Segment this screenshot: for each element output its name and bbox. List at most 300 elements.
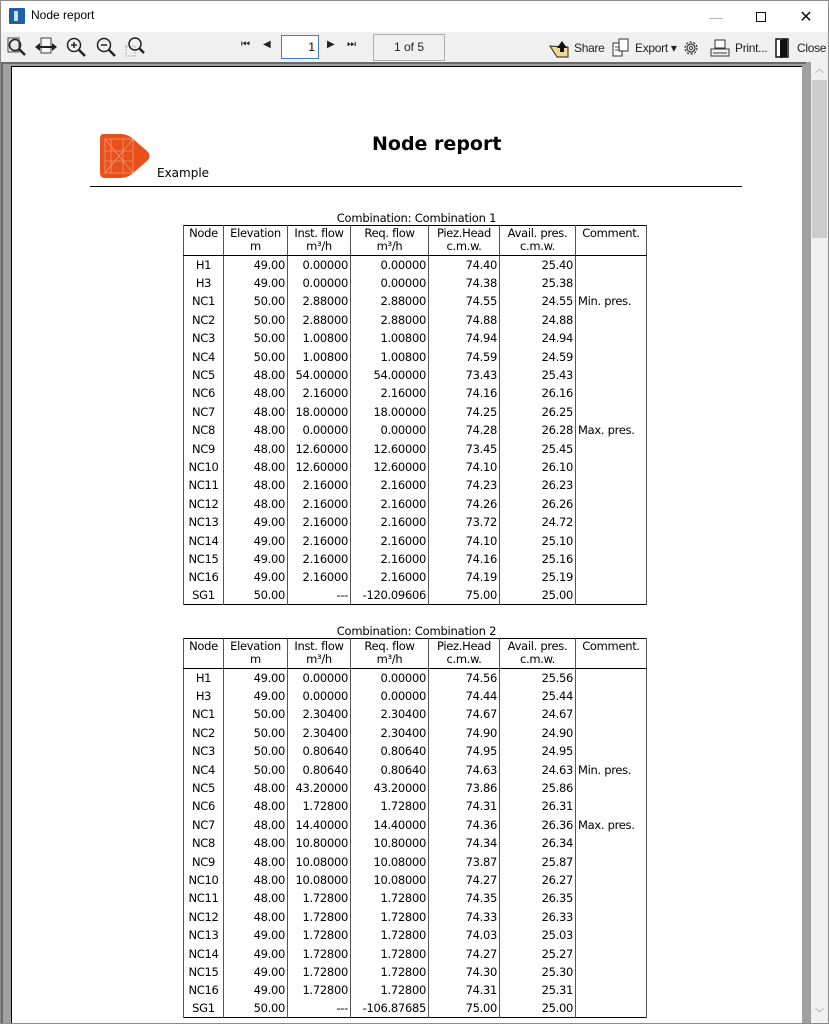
cell-piez-head: 74.35 [429, 889, 500, 907]
cell-inst-flow: 54.00000 [288, 366, 351, 384]
column-header-piez-head [429, 639, 500, 669]
cell-elevation: 49.00 [224, 944, 288, 962]
cell-inst-flow: 2.16000 [288, 495, 351, 513]
table-row [184, 834, 647, 852]
table-row [184, 724, 647, 742]
cell-req-flow: 1.00800 [351, 329, 429, 347]
combination-caption: Combination: Combination 2 [336, 624, 497, 638]
cell-inst-flow: 1.72800 [288, 981, 351, 999]
cell-piez-head: 74.16 [429, 550, 500, 568]
cell-comment [576, 981, 647, 999]
cell-avail-pres: 25.16 [500, 550, 576, 568]
cell-avail-pres: 26.35 [500, 889, 576, 907]
cell-node: NC4 [184, 347, 224, 365]
project-name: Example [157, 166, 210, 180]
column-header-avail-pres [500, 639, 576, 669]
cell-node: H3 [184, 687, 224, 705]
table-row [184, 871, 647, 889]
cell-avail-pres: 25.45 [500, 439, 576, 457]
scroll-up-arrow-icon[interactable]: ︿ [814, 65, 824, 75]
cell-node: NC13 [184, 513, 224, 531]
cell-avail-pres: 26.31 [500, 797, 576, 815]
cell-inst-flow: 1.00800 [288, 347, 351, 365]
cell-inst-flow: 2.30400 [288, 724, 351, 742]
page-number-input[interactable]: 1 [281, 35, 319, 59]
cell-node: H1 [184, 256, 224, 274]
cell-inst-flow: 2.16000 [288, 568, 351, 586]
cell-avail-pres: 25.43 [500, 366, 576, 384]
cell-piez-head: 74.30 [429, 963, 500, 981]
window-title: Node report [31, 8, 95, 22]
cell-comment [576, 926, 647, 944]
cell-elevation: 49.00 [224, 256, 288, 274]
cell-node: NC8 [184, 421, 224, 439]
cell-inst-flow: 0.00000 [288, 274, 351, 292]
close-window-button[interactable] [783, 1, 829, 32]
cell-comment: Max. pres. [576, 421, 647, 439]
cell-req-flow: 0.80640 [351, 742, 429, 760]
table-row [184, 439, 647, 457]
cell-inst-flow: 0.00000 [288, 669, 351, 687]
cell-req-flow: 2.88000 [351, 311, 429, 329]
cell-elevation: 49.00 [224, 531, 288, 549]
cell-node: NC3 [184, 329, 224, 347]
cell-node: NC14 [184, 531, 224, 549]
cell-piez-head: 74.95 [429, 742, 500, 760]
cell-piez-head: 74.34 [429, 834, 500, 852]
cell-node: NC10 [184, 458, 224, 476]
cell-req-flow: 1.72800 [351, 797, 429, 815]
cell-avail-pres: 24.95 [500, 742, 576, 760]
cell-elevation: 50.00 [224, 705, 288, 723]
cell-avail-pres: 26.10 [500, 458, 576, 476]
zoom-page-button[interactable] [5, 36, 29, 58]
cell-comment [576, 669, 647, 687]
cell-req-flow: 1.00800 [351, 347, 429, 365]
table-row [184, 779, 647, 797]
table-row [184, 981, 647, 999]
cell-elevation: 48.00 [224, 421, 288, 439]
column-header-avail-pres [500, 226, 576, 256]
cell-node: NC8 [184, 834, 224, 852]
combination-caption: Combination: Combination 1 [336, 211, 497, 225]
cell-elevation: 48.00 [224, 834, 288, 852]
cell-req-flow: 2.16000 [351, 531, 429, 549]
zoom-in-button[interactable] [64, 36, 88, 58]
cell-comment [576, 274, 647, 292]
zoom-out-icon [95, 36, 117, 58]
cell-node: NC9 [184, 439, 224, 457]
cell-inst-flow: 10.80000 [288, 834, 351, 852]
cell-elevation: 50.00 [224, 742, 288, 760]
cell-inst-flow: 12.60000 [288, 458, 351, 476]
cell-elevation: 48.00 [224, 458, 288, 476]
column-header-comment [576, 226, 647, 256]
cell-inst-flow: --- [288, 587, 351, 605]
cell-elevation: 49.00 [224, 963, 288, 981]
column-unit: m³/h [376, 652, 403, 666]
cell-inst-flow: 1.72800 [288, 944, 351, 962]
cell-req-flow: -106.87685 [351, 1000, 429, 1018]
cell-req-flow: 18.00000 [351, 403, 429, 421]
cell-elevation: 48.00 [224, 871, 288, 889]
cell-elevation: 49.00 [224, 568, 288, 586]
cell-avail-pres: 25.38 [500, 274, 576, 292]
cell-avail-pres: 25.44 [500, 687, 576, 705]
cell-comment [576, 687, 647, 705]
cell-piez-head: 74.23 [429, 476, 500, 494]
cell-avail-pres: 26.26 [500, 495, 576, 513]
cell-avail-pres: 26.33 [500, 908, 576, 926]
table-row [184, 495, 647, 513]
cell-avail-pres: 26.27 [500, 871, 576, 889]
cell-req-flow: 1.72800 [351, 981, 429, 999]
cell-elevation: 48.00 [224, 908, 288, 926]
cell-piez-head: 74.31 [429, 797, 500, 815]
cell-inst-flow: 2.88000 [288, 292, 351, 310]
cell-inst-flow: 2.30400 [288, 705, 351, 723]
cell-comment [576, 366, 647, 384]
cell-avail-pres: 24.72 [500, 513, 576, 531]
cell-inst-flow: 1.72800 [288, 926, 351, 944]
cell-piez-head: 74.27 [429, 944, 500, 962]
table-row [184, 852, 647, 870]
toolbar [1, 32, 828, 62]
cell-node: NC13 [184, 926, 224, 944]
table-row [184, 587, 647, 605]
cell-node: NC15 [184, 963, 224, 981]
cell-elevation: 50.00 [224, 760, 288, 778]
cell-avail-pres: 25.27 [500, 944, 576, 962]
column-unit: c.m.w. [519, 652, 556, 666]
cell-inst-flow: 0.00000 [288, 687, 351, 705]
cell-elevation: 48.00 [224, 852, 288, 870]
share-button[interactable] [548, 37, 605, 59]
column-label: Inst. flow [294, 639, 344, 653]
cell-node: NC6 [184, 384, 224, 402]
cell-elevation: 50.00 [224, 724, 288, 742]
minimize-button[interactable] [693, 1, 739, 32]
zoom-selection-button[interactable] [123, 36, 147, 58]
cell-elevation: 50.00 [224, 329, 288, 347]
export-label: Export ▾ [635, 41, 677, 55]
table-row [184, 311, 647, 329]
cell-req-flow: 2.16000 [351, 568, 429, 586]
column-unit: m [250, 239, 261, 253]
cell-comment [576, 531, 647, 549]
cell-comment: Min. pres. [576, 760, 647, 778]
cell-elevation: 49.00 [224, 687, 288, 705]
cell-req-flow: 2.16000 [351, 550, 429, 568]
settings-button[interactable] [681, 37, 701, 59]
last-page-button[interactable]: ⏭ [347, 39, 356, 50]
cell-req-flow: 10.08000 [351, 871, 429, 889]
table-row [184, 742, 647, 760]
cell-inst-flow: 1.00800 [288, 329, 351, 347]
cell-piez-head: 75.00 [429, 1000, 500, 1018]
cell-avail-pres: 24.88 [500, 311, 576, 329]
table-row [184, 568, 647, 586]
cell-elevation: 48.00 [224, 476, 288, 494]
cell-node: NC5 [184, 779, 224, 797]
column-unit: c.m.w. [519, 239, 556, 253]
cell-inst-flow: 1.72800 [288, 797, 351, 815]
cell-comment [576, 944, 647, 962]
cell-piez-head: 73.86 [429, 779, 500, 797]
cell-elevation: 50.00 [224, 347, 288, 365]
table-row [184, 476, 647, 494]
cell-piez-head: 74.27 [429, 871, 500, 889]
cell-req-flow: 1.72800 [351, 926, 429, 944]
cell-elevation: 48.00 [224, 403, 288, 421]
cell-node: NC16 [184, 981, 224, 999]
table-row [184, 329, 647, 347]
cell-node: NC1 [184, 705, 224, 723]
print-button[interactable] [709, 37, 767, 59]
cell-node: NC12 [184, 495, 224, 513]
cell-elevation: 48.00 [224, 495, 288, 513]
cell-piez-head: 73.72 [429, 513, 500, 531]
cell-node: NC12 [184, 908, 224, 926]
cell-comment [576, 852, 647, 870]
column-label: Node [189, 226, 218, 240]
cell-elevation: 49.00 [224, 274, 288, 292]
column-label: Avail. pres. [507, 639, 568, 653]
combination-table-2 [183, 624, 650, 1018]
cell-avail-pres: 26.25 [500, 403, 576, 421]
cell-piez-head: 74.10 [429, 531, 500, 549]
cell-req-flow: 10.80000 [351, 834, 429, 852]
column-unit: c.m.w. [446, 239, 482, 253]
export-button[interactable] [611, 37, 677, 59]
cell-comment [576, 256, 647, 274]
report-viewer [1, 62, 828, 1023]
cell-node: NC1 [184, 292, 224, 310]
cell-elevation: 48.00 [224, 889, 288, 907]
table-row [184, 687, 647, 705]
table-row [184, 366, 647, 384]
cell-avail-pres: 25.00 [500, 1000, 576, 1018]
minimize-icon: — [709, 8, 723, 25]
cell-node: NC11 [184, 476, 224, 494]
zoom-in-icon [65, 36, 87, 58]
cell-comment: Max. pres. [576, 816, 647, 834]
app-icon [9, 8, 25, 24]
cell-piez-head: 74.94 [429, 329, 500, 347]
cell-avail-pres: 25.87 [500, 852, 576, 870]
cell-comment [576, 513, 647, 531]
cell-avail-pres: 25.10 [500, 531, 576, 549]
cell-avail-pres: 25.30 [500, 963, 576, 981]
cell-avail-pres: 25.00 [500, 587, 576, 605]
scroll-down-arrow-icon[interactable]: ﹀ [814, 1009, 824, 1019]
scrollbar-thumb[interactable] [812, 80, 827, 238]
cell-inst-flow: 10.08000 [288, 852, 351, 870]
column-label: Avail. pres. [507, 226, 568, 240]
column-unit: m³/h [306, 652, 332, 666]
cell-comment [576, 889, 647, 907]
cell-piez-head: 73.45 [429, 439, 500, 457]
table-row [184, 403, 647, 421]
cell-elevation: 48.00 [224, 384, 288, 402]
cell-inst-flow: 10.08000 [288, 871, 351, 889]
cell-comment [576, 871, 647, 889]
cell-inst-flow: 14.40000 [288, 816, 351, 834]
cell-inst-flow: 2.16000 [288, 531, 351, 549]
cell-comment [576, 329, 647, 347]
column-header-inst-flow [288, 639, 351, 669]
gear-icon [681, 38, 701, 58]
column-header-req-flow [351, 639, 429, 669]
cell-req-flow: 12.60000 [351, 439, 429, 457]
cell-piez-head: 73.87 [429, 852, 500, 870]
cell-piez-head: 74.55 [429, 292, 500, 310]
cell-comment [576, 834, 647, 852]
cell-piez-head: 74.63 [429, 760, 500, 778]
cell-node: SG1 [184, 587, 224, 605]
zoom-out-button[interactable] [94, 36, 118, 58]
cell-inst-flow: 0.80640 [288, 760, 351, 778]
cell-avail-pres: 24.67 [500, 705, 576, 723]
cell-piez-head: 74.88 [429, 311, 500, 329]
cell-avail-pres: 26.36 [500, 816, 576, 834]
title-bar [1, 1, 828, 32]
cell-inst-flow: 2.16000 [288, 476, 351, 494]
cell-elevation: 48.00 [224, 439, 288, 457]
cell-req-flow: 1.72800 [351, 889, 429, 907]
cell-comment [576, 742, 647, 760]
zoom-page-icon [6, 36, 28, 58]
cell-node: NC4 [184, 760, 224, 778]
table-row [184, 274, 647, 292]
cell-comment [576, 384, 647, 402]
cell-inst-flow: --- [288, 1000, 351, 1018]
cell-req-flow: 0.00000 [351, 274, 429, 292]
cell-node: NC7 [184, 403, 224, 421]
cell-piez-head: 74.26 [429, 495, 500, 513]
column-label: Req. flow [364, 226, 415, 240]
table-row [184, 347, 647, 365]
cell-comment [576, 568, 647, 586]
column-header-req-flow [351, 226, 429, 256]
cell-node: SG1 [184, 1000, 224, 1018]
cell-elevation: 49.00 [224, 981, 288, 999]
cell-inst-flow: 2.16000 [288, 513, 351, 531]
column-label: Node [189, 639, 218, 653]
cell-node: NC9 [184, 852, 224, 870]
cell-inst-flow: 1.72800 [288, 908, 351, 926]
cell-elevation: 48.00 [224, 797, 288, 815]
cell-piez-head: 74.40 [429, 256, 500, 274]
column-unit: m [250, 652, 261, 666]
fit-width-icon [34, 36, 58, 58]
cell-node: NC5 [184, 366, 224, 384]
cell-avail-pres: 26.23 [500, 476, 576, 494]
share-icon [548, 38, 570, 58]
cell-inst-flow: 2.16000 [288, 550, 351, 568]
column-unit: m³/h [306, 239, 332, 253]
cell-elevation: 48.00 [224, 366, 288, 384]
cell-comment [576, 495, 647, 513]
cell-piez-head: 74.90 [429, 724, 500, 742]
cell-piez-head: 74.28 [429, 421, 500, 439]
table-row [184, 1000, 647, 1018]
column-unit: m³/h [376, 239, 403, 253]
cell-inst-flow: 12.60000 [288, 439, 351, 457]
column-label: Comment. [582, 639, 640, 653]
prev-page-button[interactable]: ◀ [263, 39, 271, 50]
door-exit-icon [773, 37, 793, 59]
cell-node: NC11 [184, 889, 224, 907]
next-page-button[interactable]: ▶ [327, 39, 335, 50]
cell-piez-head: 74.38 [429, 274, 500, 292]
cell-elevation: 49.00 [224, 550, 288, 568]
print-label: Print... [735, 41, 768, 55]
fit-width-button[interactable] [34, 36, 58, 58]
cell-node: NC2 [184, 724, 224, 742]
table-row [184, 669, 647, 687]
cell-inst-flow: 43.20000 [288, 779, 351, 797]
cell-req-flow: 10.08000 [351, 852, 429, 870]
cell-req-flow: 12.60000 [351, 458, 429, 476]
cell-piez-head: 74.56 [429, 669, 500, 687]
column-header-inst-flow [288, 226, 351, 256]
cell-avail-pres: 25.40 [500, 256, 576, 274]
column-header-piez-head [429, 226, 500, 256]
cell-inst-flow: 18.00000 [288, 403, 351, 421]
column-header-elevation [224, 226, 288, 256]
cell-avail-pres: 24.94 [500, 329, 576, 347]
cell-inst-flow: 2.16000 [288, 384, 351, 402]
close-report-button[interactable] [773, 37, 826, 59]
cell-req-flow: -120.09606 [351, 587, 429, 605]
vertical-scrollbar[interactable] [811, 62, 828, 1023]
zoom-selection-icon [124, 36, 146, 58]
cell-node: NC15 [184, 550, 224, 568]
cell-req-flow: 2.16000 [351, 513, 429, 531]
cell-comment [576, 705, 647, 723]
cell-comment [576, 724, 647, 742]
cell-avail-pres: 24.55 [500, 292, 576, 310]
table-row [184, 944, 647, 962]
cell-req-flow: 43.20000 [351, 779, 429, 797]
cell-avail-pres: 26.28 [500, 421, 576, 439]
table-row [184, 421, 647, 439]
first-page-button[interactable]: ⏮ [241, 39, 250, 50]
cell-req-flow: 2.30400 [351, 705, 429, 723]
table-row [184, 705, 647, 723]
column-label: Piez.Head [436, 639, 491, 653]
cell-avail-pres: 24.59 [500, 347, 576, 365]
cell-req-flow: 0.00000 [351, 421, 429, 439]
cell-piez-head: 74.33 [429, 908, 500, 926]
cell-piez-head: 75.00 [429, 587, 500, 605]
cell-inst-flow: 2.88000 [288, 311, 351, 329]
cell-node: NC16 [184, 568, 224, 586]
maximize-button[interactable] [738, 1, 784, 32]
cell-comment [576, 347, 647, 365]
table-row [184, 531, 647, 549]
table-row [184, 384, 647, 402]
column-label: Elevation [230, 226, 281, 240]
cell-elevation: 48.00 [224, 779, 288, 797]
cell-comment [576, 1000, 647, 1018]
cell-req-flow: 0.80640 [351, 760, 429, 778]
cell-piez-head: 74.03 [429, 926, 500, 944]
cell-elevation: 50.00 [224, 587, 288, 605]
printer-icon [709, 38, 731, 58]
table-header-row [184, 226, 647, 256]
